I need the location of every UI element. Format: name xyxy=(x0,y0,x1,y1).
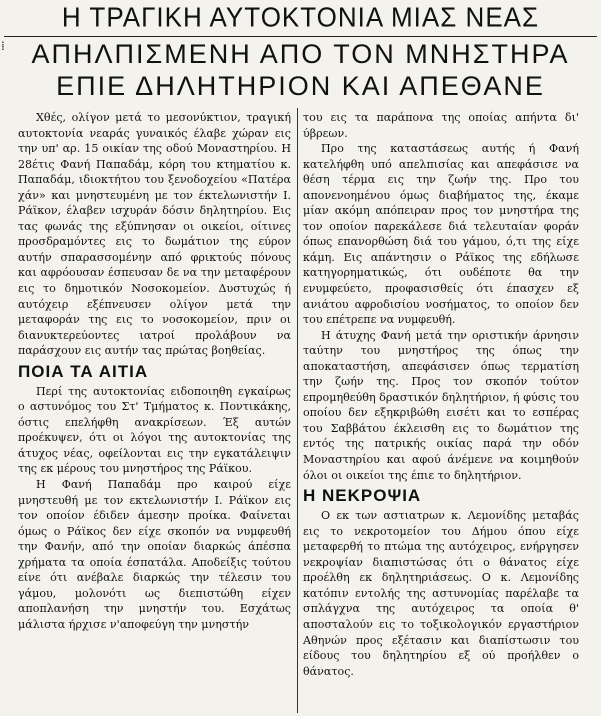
left-paragraph-3: Η Φανή Παπαδάμ προ καιρού είχε μνηστευθή με τον εκτελωνιστήν Ι. Ράϊκον εις τον οποίον έδιδεν άμεσην προίκα. Φαίνεται όμως ο Ράϊκος δεν είχε σκοπόν να νυμφευθή την Φανήν, από την οποίαν διαρκώς άπέσπα χρήματα τα οποία έσπατάλα. Αποδείξις τούτου είνε ότι ανέβαλε διαρκώς την τέλεσιν του γάμου, μολονότι ως διεπιστώθη είχεν αποπλανήση την μνηστήν του. Εσχάτως μάλιστα ήρχισε ν'αποφεύγη την μνηστήν xyxy=(18,478,291,631)
headline-line-3: ΕΠΙΕ ΔΗΛΗΤΗΡΙΟΝ ΚΑΙ ΑΠΕΘΑΝΕ xyxy=(56,71,545,101)
headline-line-1: Η ΤΡΑΓΙΚΗ ΑΥΤΟΚΤΟΝΙΑ ΜΙΑΣ ΝΕΑΣ xyxy=(61,0,540,34)
right-column xyxy=(303,110,579,679)
right-paragraph-1: του εις τα παράπονα της οποίας απήντα δι' ύβρεων. xyxy=(303,111,579,140)
right-paragraph-4: Ο εκ των αστιατρων κ. Λεμονίδης μεταβάς εις το νεκροτομείον του Δήμου όπου είχε μεταφερθή το πτώμα της αυτόχειρος, ενήργησεν νεκροψίαν διαπιστώσας ότι ο θάνατος είχε προέλθη εκ δηλητηριάσεως. Ο κ. Λεμονίδης κατόπιν εντολής της αστυνομίας παρέλαβε τα σπλάγχνα της αυτόχειρος τα οποία θ' αποσταλούν εις το τοξικολογικόν εργαστήριον Αθηνών προς εξέτασιν και διαπίστωσιν του είδους του δηλητηρίου εξ ού προήλθεν ο θάνατος. xyxy=(303,509,579,678)
subhead-causes: ΠΟΙΑ ΤΑ ΑΙΤΙΑ xyxy=(18,361,149,381)
left-paragraph-1: Χθές, ολίγον μετά το μεσονύκτιον, τραγική αυτοκτονία νεαράς γυναικός έλαβε χώραν εις την υπ' αρ. 15 οικίαν της οδού Μοναστηρίου. Η 28έτις Φανή Παπαδάμ, κόρη του κτηματίου κ. Παπαδάμ, ιδιοκτήτου του ξενοδοχείου «Πατέρα χάν» και μνηστευμένη με τον έκτελωνιστήν Ι. Ράϊκον, έλαβεν ισχυράν δόσιν δηλητηρίου. Εις τας φωνάς της εξύπνησαν οι οικείοι, οίτινες προσδραμόντες εις το δωμάτιον της εύρον αυτήν σπαρασσομένην από φρικτούς πόνους και αφρόουσαν έσπευσαν δε να την μεταφέρουν εις το δημοτικόν Νοσοκομείον. Δυστυχώς ή αυτόχειρ εξέπνευσεν ολίγον μετά την μεταφοράν της εις το νοσοκομείον, πριν οι διανυκτερεύοντες ιατροί προλάβουν να παράσχουν εις αυτήν τας πρώτας βοηθείας. xyxy=(18,111,291,358)
right-paragraph-3: Η άτυχης Φανή μετά την οριστικήν άρνησιν ταύτην του μνηστήρος της όπως την αποκαταστήση, απεφάσισεν όπως τερματίση την ζωήν της. Προς τον σκοπόν τούτον επρομηθεύθη δραστικόν δηλητήριον, ή φύσις του οποίου δεν εξηκριβώθη εισέτι και το εσπέρας του Σαββάτου έκλεισθη εις το δωμάτιον της εντός της πατρικής οικίας παρά την οδόν Μοναστηρίου και αφού άνέμενε να κοιμηθούν όλοι οι οικείοι της έπιε το δηλητήριον. xyxy=(303,328,579,482)
left-paragraph-2: Περί της αυτοκτονίας ειδοποιηθη εγκαίρως ο αστυνόμος του Στ' Τμήματος κ. Ποντικάκης, όστις επελήφθη ανακρίσεων. Έξ αυτών προέκυψεν, ότι οι λόγοι της αυτοκτονίας της άτυχος νέας, οφείλονται εις την εγκατάλειψιν της εκ μέρους του μνηστήρος της Ράϊκου. xyxy=(18,384,291,476)
headline-rule xyxy=(4,36,597,37)
left-column xyxy=(18,110,291,633)
right-paragraph-2: Προ της καταστάσεως αυτής ή Φανή κατελήφθη υπό απελπισίας και απεφάσισε να θέση τέρμα εις την ζωήν της. Προ του απονενοημένου όμως διαβήματος της, έκαμε μίαν ακόμη απόπειραν προς τον μνηστήρα της τον οποίον παρεκάλεσε διά τελευταίαν φοράν όπως επανορθώση διά του γάμου, ό,τι της είχε κάμη. Εις απάντησιν ο Ράϊκος της εδήλωσε κατηγορηματικώς, ότι ουδέποτε θα την ενυμφεύετο, προφασισθείς ότι έπασχεν εξ ανιάτου αφροδισίου νοσήματος, το οποίον δεν του επέτρεπε να νυμφευθή. xyxy=(303,142,579,327)
headline-line-2: ΑΠΗΛΠΙΣΜΕΝΗ ΑΠΟ ΤΟΝ ΜΝΗΣΤΗΡΑ xyxy=(31,39,570,69)
column-divider xyxy=(297,108,298,713)
margin-mark: ⁞ xyxy=(1,39,5,53)
subhead-autopsy: Η ΝΕΚΡΟΨΙΑ xyxy=(303,486,422,506)
